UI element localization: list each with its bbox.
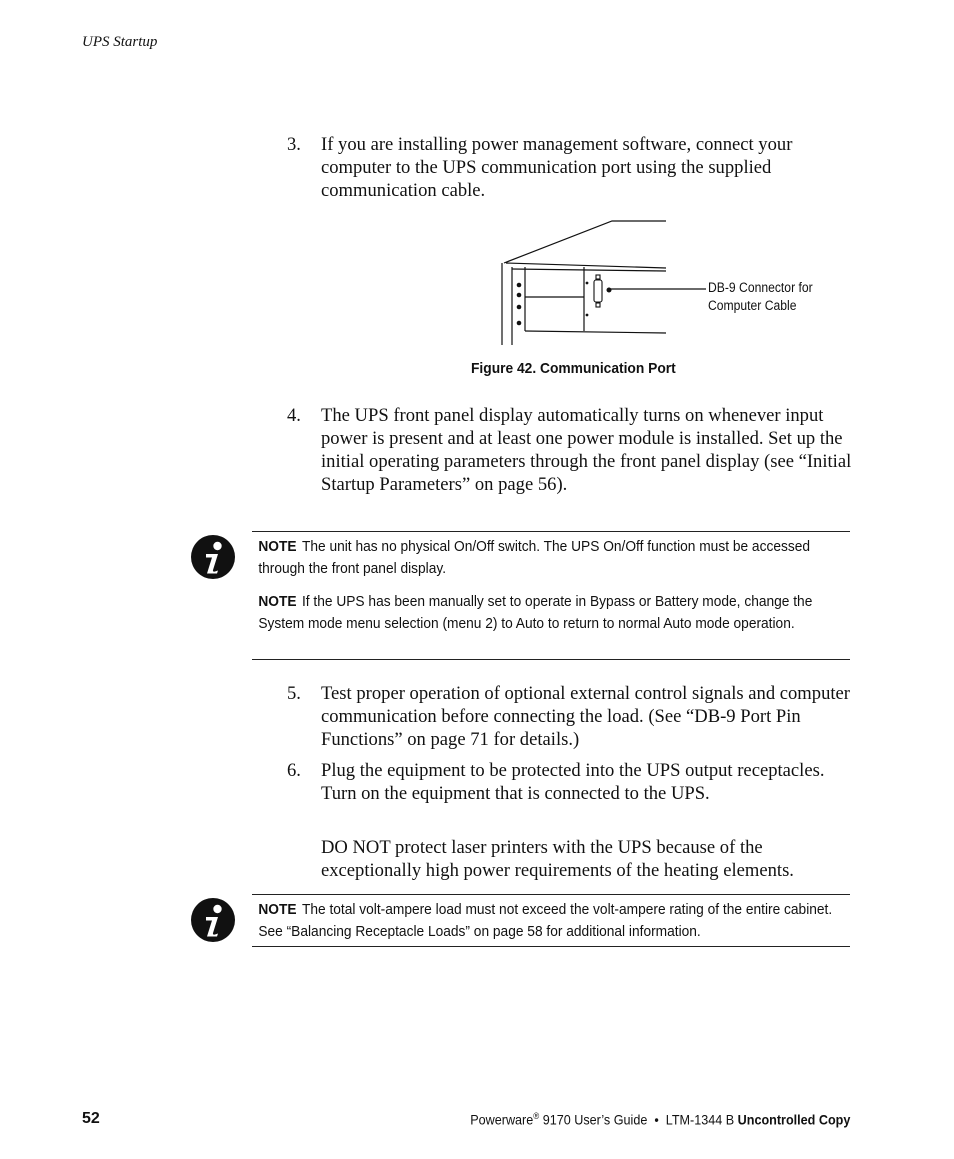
note <box>252 536 847 580</box>
cabinet-top-front <box>506 263 666 268</box>
step-text: Test proper operation of optional external control signals and computer communication before connecting the load. (See “DB-9 Port Pin Functions” on page 71 for details.) <box>321 683 850 750</box>
figure-callout <box>708 279 813 315</box>
note-label: NOTE <box>258 901 297 918</box>
note-box <box>252 894 850 947</box>
note-label: NOTE <box>258 538 297 555</box>
note <box>252 591 847 635</box>
step-text: If you are installing power management software, connect your computer to the UPS communication port using the supplied communication cable. <box>321 134 793 201</box>
step-number: 3. <box>287 134 301 155</box>
info-i-icon <box>190 897 236 943</box>
note-text: The unit has no physical On/Off switch. The UPS On/Off function must be accessed through the front panel display. <box>258 538 811 577</box>
callout-leader-line <box>608 286 708 292</box>
callout-line-2: Computer Cable <box>708 298 797 313</box>
doc-id: LTM-1344 B <box>665 1111 734 1128</box>
screw-icon <box>517 293 522 298</box>
note-box <box>252 531 850 660</box>
page-number: 52 <box>82 1110 100 1127</box>
communication-port-figure <box>498 215 670 347</box>
note-label: NOTE <box>258 593 297 610</box>
brand: Powerware <box>469 1111 533 1128</box>
registered-mark: ® <box>532 1111 539 1121</box>
note <box>252 899 847 943</box>
screw-icon <box>517 321 522 326</box>
callout-line-1: DB-9 Connector for <box>708 280 813 295</box>
running-head: UPS Startup <box>82 34 158 50</box>
screw-icon <box>517 305 522 310</box>
db9-connector-icon <box>594 275 602 307</box>
step-number: 6. <box>287 760 301 781</box>
footer-doc-info <box>470 1111 850 1128</box>
note-text: The total volt-ampere load must not exceed the volt-ampere rating of the entire cabinet. See “Balancing Receptacle Loads” on page 58 for additional information. <box>258 901 833 940</box>
step-text: Plug the equipment to be protected into the UPS output receptacles. Turn on the equipment that is connected to the UPS. <box>321 760 825 804</box>
cabinet-top-edge <box>504 221 666 263</box>
copy-status: Uncontrolled Copy <box>737 1111 850 1128</box>
step-6-followup: DO NOT protect laser printers with the UPS because of the exceptionally high power requirements of the heating elements. <box>321 837 794 881</box>
guide-title: 9170 User’s Guide <box>542 1111 647 1128</box>
step-number: 4. <box>287 405 301 426</box>
separator: • <box>653 1111 659 1128</box>
screw-icon <box>517 283 522 288</box>
info-i-icon <box>190 534 236 580</box>
step-number: 5. <box>287 683 301 704</box>
figure-caption: Figure 42. Communication Port <box>471 360 676 377</box>
step-text: The UPS front panel display automatically turns on whenever input power is present and at least one power module is installed. Set up the initial operating parameters through the front panel display (see “Initial Startup Parameters” on page 56). <box>321 405 852 495</box>
note-text: If the UPS has been manually set to operate in Bypass or Battery mode, change the System mode menu selection (menu 2) to Auto to return to normal Auto mode operation. <box>258 593 813 632</box>
